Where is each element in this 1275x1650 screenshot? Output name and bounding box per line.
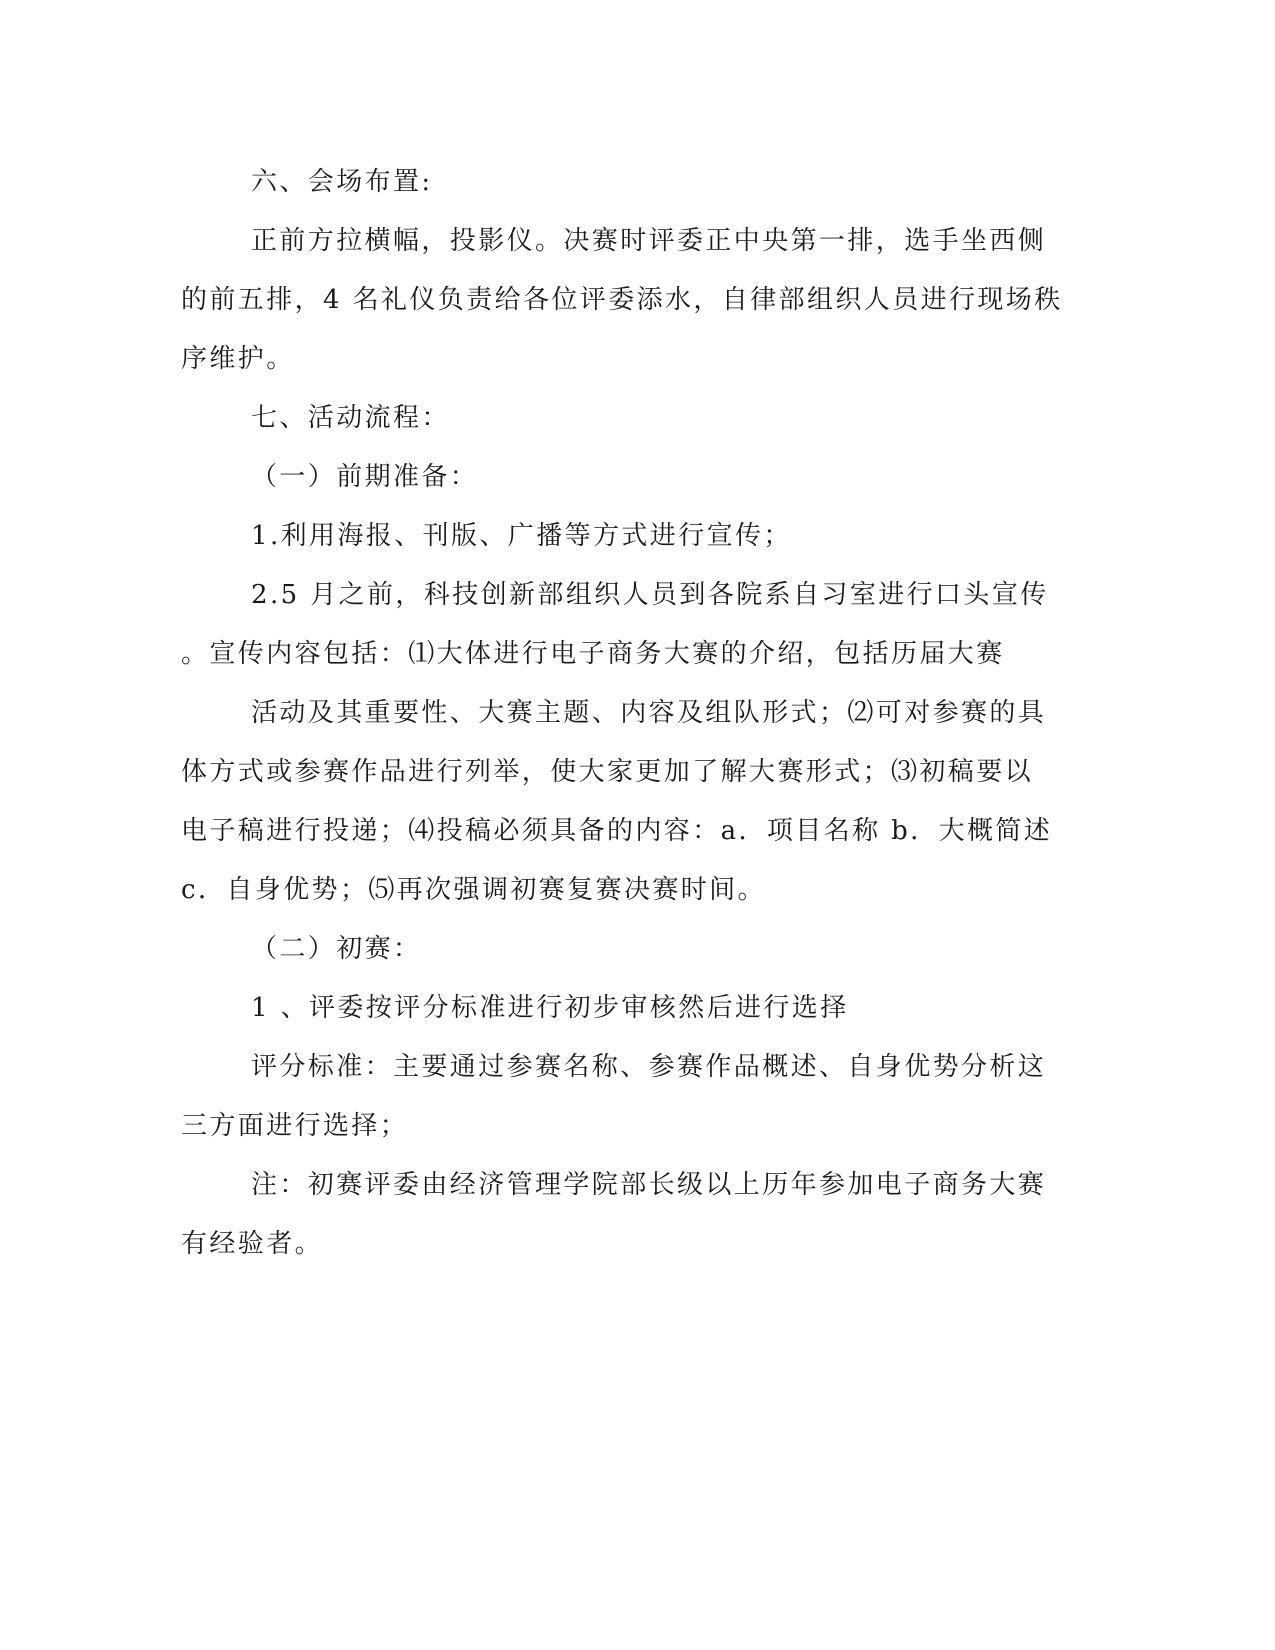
paragraph-line: 。宣传内容包括：⑴大体进行电子商务大赛的介绍，包括历届大赛 [181,639,1005,669]
paragraph-line: 序维护。 [181,344,295,374]
paragraph-line: 2.5 月之前，科技创新部组织人员到各院系自习室进行口头宣传 [251,580,1049,610]
paragraph-line: 1 、评委按评分标准进行初步审核然后进行选择 [251,993,849,1023]
paragraph-line: 体方式或参赛作品进行列举，使大家更加了解大赛形式；⑶初稿要以 [181,757,1034,787]
subsection-heading-prep: （一）前期准备： [251,462,479,492]
paragraph-line: 的前五排，4 名礼仪负责给各位评委添水，自律部组织人员进行现场秩 [181,285,1063,315]
paragraph-line: 三方面进行选择； [181,1111,409,1141]
paragraph-line: 活动及其重要性、大赛主题、内容及组队形式；⑵可对参赛的具 [251,698,1047,728]
subsection-heading-preliminary: （二）初赛： [251,934,422,964]
paragraph-line: 电子稿进行投递；⑷投稿必须具备的内容：a．项目名称 b．大概简述 [181,816,1053,846]
section-heading-venue: 六、会场布置: [251,167,433,197]
paragraph-line: 评分标准：主要通过参赛名称、参赛作品概述、自身优势分析这 [251,1052,1047,1082]
paragraph-line: 正前方拉横幅，投影仪。决赛时评委正中央第一排，选手坐西侧 [251,226,1047,256]
paragraph-line: c．自身优势；⑸再次强调初赛复赛决赛时间。 [181,875,766,905]
paragraph-line: 1.利用海报、刊版、广播等方式进行宣传； [251,521,792,551]
paragraph-line: 有经验者。 [181,1229,324,1259]
section-heading-process: 七、活动流程： [251,403,450,433]
paragraph-line: 注：初赛评委由经济管理学院部长级以上历年参加电子商务大赛 [251,1170,1047,1200]
